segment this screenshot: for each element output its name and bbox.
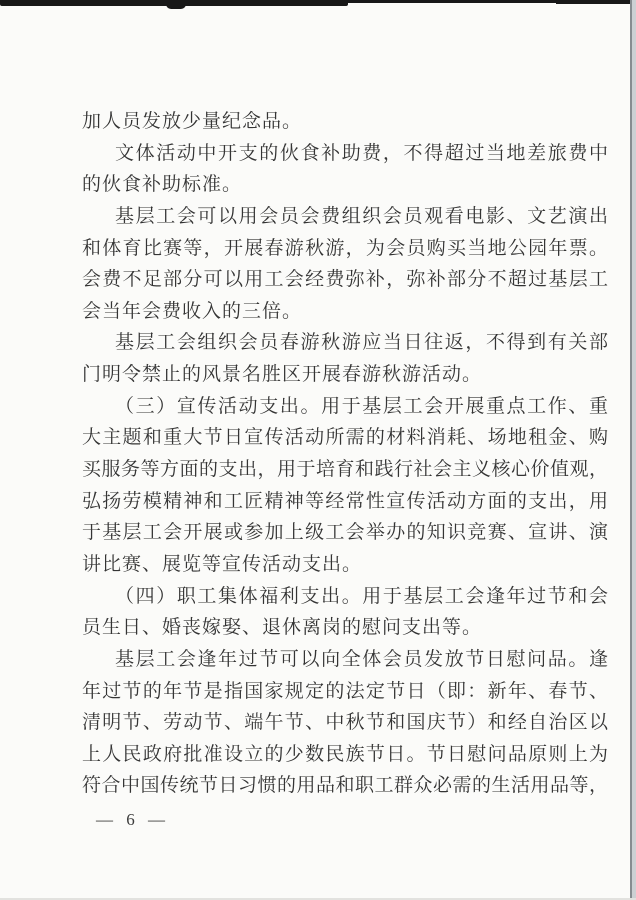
text-line: 上人民政府批准设立的少数民族节日。节日慰问品原则上为 <box>82 743 608 765</box>
text-line: 大主题和重大节日宣传活动所需的材料消耗、场地租金、购 <box>82 427 608 449</box>
text-line: 清明节、劳动节、端午节、中秋节和国庆节）和经自治区以 <box>82 712 608 734</box>
text-line: 年过节的年节是指国家规定的法定节日（即：新年、春节、 <box>82 680 608 702</box>
text-line: 基层工会逢年过节可以向全体会员发放节日慰问品。逢 <box>115 648 608 670</box>
text-line: 文体活动中开支的伙食补助费，不得超过当地差旅费中 <box>115 142 608 164</box>
text-line: 员生日、婚丧嫁娶、退休离岗的慰问支出等。 <box>82 617 483 639</box>
scan-edge-top-blob <box>166 0 186 9</box>
text-line: 和体育比赛等，开展春游秋游，为会员购买当地公园年票。 <box>82 237 608 259</box>
text-line: 门明令禁止的风景名胜区开展春游秋游活动。 <box>82 364 483 386</box>
page-number: — 6 — <box>96 810 168 829</box>
text-line: 基层工会可以用会员会费组织会员观看电影、文艺演出 <box>115 205 608 227</box>
text-line: 会当年会费收入的三倍。 <box>82 300 303 322</box>
text-line: 的伙食补助标准。 <box>82 174 243 196</box>
text-line: 买服务等方面的支出，用于培育和践行社会主义核心价值观， <box>82 459 608 481</box>
document-body <box>82 106 608 802</box>
text-line: 加人员发放少量纪念品。 <box>82 111 303 132</box>
text-line: 于基层工会开展或参加上级工会举办的知识竞赛、宣讲、演 <box>82 522 608 544</box>
text-line: 符合中国传统节日习惯的用品和职工群众必需的生活用品等， <box>82 775 608 797</box>
scan-edge-top-right <box>556 0 636 4</box>
text-line: （四）职工集体福利支出。用于基层工会逢年过节和会 <box>115 585 608 607</box>
text-line: （三）宣传活动支出。用于基层工会开展重点工作、重 <box>115 395 608 417</box>
text-line: 基层工会组织会员春游秋游应当日往返，不得到有关部 <box>115 332 608 354</box>
scan-edge-right <box>630 0 636 900</box>
text-line: 会费不足部分可以用工会经费弥补，弥补部分不超过基层工 <box>82 269 608 291</box>
text-line: 讲比赛、展览等宣传活动支出。 <box>82 553 363 575</box>
text-line: 弘扬劳模精神和工匠精神等经常性宣传活动方面的支出，用 <box>82 490 608 512</box>
